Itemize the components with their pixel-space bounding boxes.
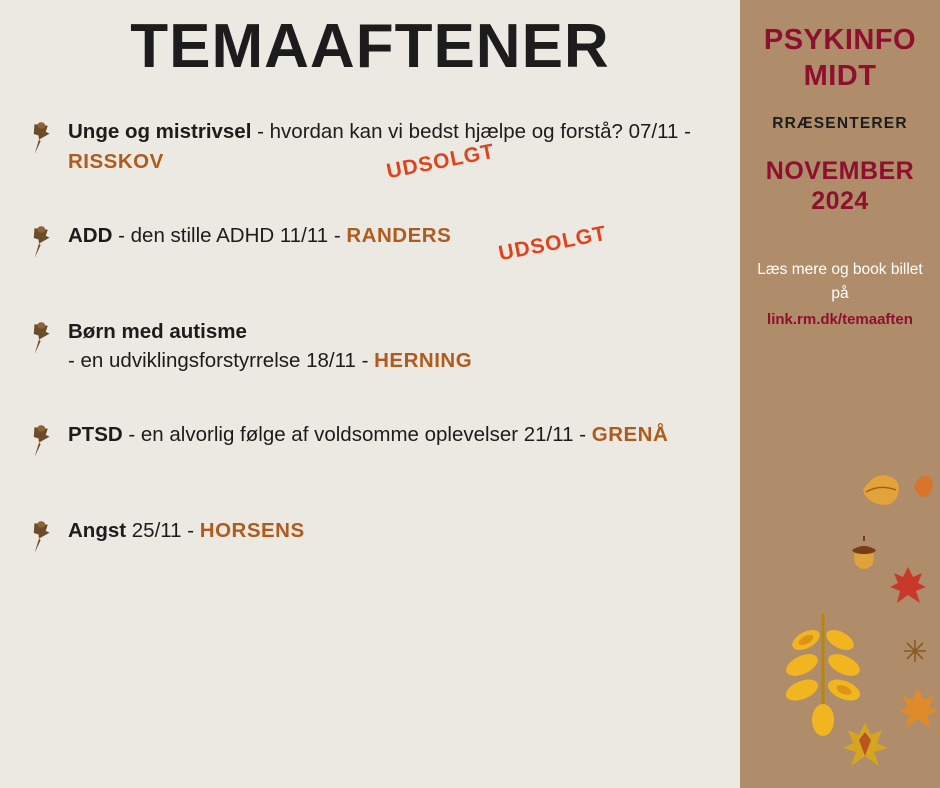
event-text <box>68 317 472 376</box>
event-list <box>0 117 740 568</box>
brand-line-2: MIDT <box>803 60 877 93</box>
leaf-icon <box>858 470 904 517</box>
brand-title <box>740 0 940 95</box>
maple-leaf-icon <box>888 565 928 612</box>
event-details: - en udviklingsforstyrrelse 18/11 - <box>68 349 375 373</box>
event-city: HERNING <box>374 349 473 373</box>
event-title: Unge og mistrivsel <box>68 120 252 144</box>
maple-leaf-icon <box>896 686 940 737</box>
event-title: Børn med autisme <box>68 319 247 343</box>
year-label: 2024 <box>811 187 869 215</box>
pushpin-icon <box>26 422 68 461</box>
booking-info <box>740 258 940 331</box>
sidebar <box>740 0 940 788</box>
event-city: GRENÅ <box>591 422 669 446</box>
presents-label: RRÆSENTERER <box>772 114 908 132</box>
page-title: TEMAAFTENER <box>130 12 610 81</box>
month-label: NOVEMBER <box>765 156 915 185</box>
brand-line-1: PSYKINFO <box>763 24 917 56</box>
event-title: ADD <box>68 223 113 247</box>
event-details: 25/11 - <box>126 518 200 542</box>
event-city: HORSENS <box>199 518 305 542</box>
list-item <box>26 117 730 184</box>
status-badge: UDSOLGT <box>384 139 497 184</box>
event-title: Angst <box>68 518 127 542</box>
event-details: - hvordan kan vi bedst hjælpe og forstå? 07/11 - <box>251 120 691 144</box>
event-city: RANDERS <box>346 223 452 247</box>
leaf-icon <box>910 472 936 507</box>
pushpin-icon <box>26 119 68 158</box>
event-text <box>68 420 668 450</box>
event-text <box>68 221 609 265</box>
maple-leaf-icon <box>840 720 890 775</box>
event-title: PTSD <box>68 422 123 446</box>
list-item <box>26 516 730 568</box>
list-item <box>26 420 730 472</box>
pushpin-icon <box>26 319 68 358</box>
pushpin-icon <box>26 223 68 262</box>
booking-link[interactable]: link.rm.dk/temaaften <box>767 311 913 329</box>
seed-icon <box>902 638 928 669</box>
booking-text: Læs mere og book billet på <box>757 261 923 303</box>
acorn-icon <box>848 535 882 576</box>
event-text <box>68 516 305 546</box>
event-city: RISSKOV <box>68 149 164 173</box>
pushpin-icon <box>26 518 68 557</box>
list-item <box>26 317 730 376</box>
event-details: - en alvorlig følge af voldsomme oplevelser 21/11 - <box>122 422 592 446</box>
status-badge: UDSOLGT <box>496 221 609 265</box>
list-item <box>26 221 730 273</box>
event-details: - den stille ADHD 11/11 - <box>112 223 347 247</box>
compound-leaf-icon <box>780 610 866 743</box>
event-text <box>68 117 708 184</box>
